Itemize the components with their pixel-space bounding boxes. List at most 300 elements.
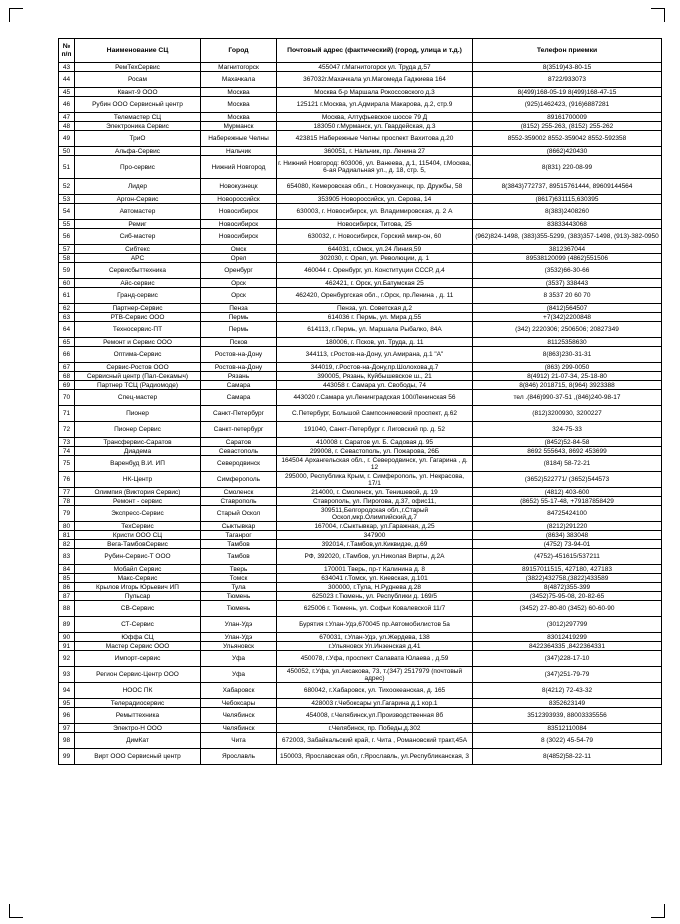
service-center-name: Диадема <box>75 447 201 456</box>
row-number: 47 <box>59 113 75 122</box>
service-center-name: Оптима-Сервис <box>75 347 201 363</box>
postal-address: 299008, г. Севастополь, ул. Пожарова, 26Б <box>277 447 473 456</box>
city: Тула <box>201 583 277 592</box>
header-city: Город <box>201 39 277 63</box>
postal-address: 443020 г.Самара ул.Ленинградская 100/Ленинская 56 <box>277 390 473 406</box>
postal-address: 462420, Оренбургская обл., г.Орск, пр.Ленина , д. 11 <box>277 288 473 304</box>
row-number: 64 <box>59 322 75 338</box>
postal-address: РФ, 392020, г.Тамбов, ул.Николая Вирты, д.2А <box>277 549 473 565</box>
table-row <box>59 63 662 72</box>
city: Самара <box>201 381 277 390</box>
postal-address: 300000, г.Тула, Н.Руднева д.28 <box>277 583 473 592</box>
city: Ставрополь <box>201 497 277 506</box>
service-center-name: Мастер Сервис ООО <box>75 642 201 651</box>
service-center-name: Росам <box>75 72 201 88</box>
service-center-name: Про-сервис <box>75 156 201 179</box>
postal-address: Ставрополь, ул. Пирогова, д.37, офис11, <box>277 497 473 506</box>
reception-phone: (3452) 27-80-80 (3452) 60-60-90 <box>473 601 662 617</box>
reception-phone: 8 (3022) 45-54-79 <box>473 733 662 749</box>
service-center-name: Олимпия (Виктория Сервис) <box>75 488 201 497</box>
city: Тверь <box>201 565 277 574</box>
crop-mark-top-left-h <box>9 8 23 9</box>
service-center-name: Телемастер СЦ <box>75 113 201 122</box>
postal-address: 150003, Ярославская обл, г.Ярославль, ул.Республиканская, 3 <box>277 749 473 765</box>
table-row <box>59 506 662 522</box>
reception-phone: 89538120099 (4862)551506 <box>473 254 662 263</box>
postal-address: 460044 г. Оренбург, ул. Конституции СССР, д.4 <box>277 263 473 279</box>
city: Самара <box>201 390 277 406</box>
service-center-name: Регион Сервис-Центр ООО <box>75 667 201 683</box>
reception-phone: (4752) 73-94-01 <box>473 540 662 549</box>
postal-address: 443058 г. Самара ул. Свободы, 74 <box>277 381 473 390</box>
table-row <box>59 699 662 708</box>
crop-mark-top-right-h <box>651 8 665 9</box>
row-number: 67 <box>59 363 75 372</box>
postal-address: 423815 Набережные Челны проспект Вахитова д.20 <box>277 131 473 147</box>
city: Пермь <box>201 322 277 338</box>
city: Томск <box>201 574 277 583</box>
reception-phone: (925)1462423, (916)6887281 <box>473 97 662 113</box>
service-center-name: РемТехСервис <box>75 63 201 72</box>
service-center-name: Сибтекс <box>75 245 201 254</box>
reception-phone: 83512110084 <box>473 724 662 733</box>
table-row <box>59 601 662 617</box>
table-row <box>59 220 662 229</box>
row-number: 74 <box>59 447 75 456</box>
service-center-name: ДимКат <box>75 733 201 749</box>
service-center-name: Электро-Н ООО <box>75 724 201 733</box>
row-number: 78 <box>59 497 75 506</box>
postal-address: 344019, г.Ростов-на-Дону,пр.Шолохова,д.7 <box>277 363 473 372</box>
postal-address: 630032, г. Новосибирск, Горский микр-он, 60 <box>277 229 473 245</box>
reception-phone: 8(846) 2018715, 8(964) 3923388 <box>473 381 662 390</box>
table-row <box>59 592 662 601</box>
reception-phone: 84725424100 <box>473 506 662 522</box>
postal-address: 170001 Тверь, пр-т Калинина д. 8 <box>277 565 473 574</box>
table-row <box>59 683 662 699</box>
row-number: 69 <box>59 381 75 390</box>
city: Таганрог <box>201 531 277 540</box>
reception-phone: (3822)432758,(3822)433589 <box>473 574 662 583</box>
row-number: 88 <box>59 601 75 617</box>
city: Махачкала <box>201 72 277 88</box>
reception-phone: (8617)631115,630395 <box>473 195 662 204</box>
city: Москва <box>201 113 277 122</box>
row-number: 86 <box>59 583 75 592</box>
city: Ярославль <box>201 749 277 765</box>
table-row <box>59 574 662 583</box>
reception-phone: 89161700009 <box>473 113 662 122</box>
table-row <box>59 583 662 592</box>
postal-address: 353905 Новороссийск, ул. Серова, 14 <box>277 195 473 204</box>
service-center-name: Партнер ТСЦ (Радиомоде) <box>75 381 201 390</box>
reception-phone: 8(4212) 72-43-32 <box>473 683 662 699</box>
row-number: 73 <box>59 438 75 447</box>
service-center-name: Пионер <box>75 406 201 422</box>
service-center-name: Кристи ООО СЦ <box>75 531 201 540</box>
table-row <box>59 147 662 156</box>
reception-phone: (3537) 338443 <box>473 279 662 288</box>
service-center-name: Аргон-Сервис <box>75 195 201 204</box>
service-center-name: Макс-Сервис <box>75 574 201 583</box>
table-row <box>59 651 662 667</box>
city: Уфа <box>201 667 277 683</box>
table-row <box>59 708 662 724</box>
row-number: 79 <box>59 506 75 522</box>
table-row <box>59 406 662 422</box>
service-center-name: Квант-9 ООО <box>75 88 201 97</box>
postal-address: 344113, г.Ростов-на-Дону, ул.Амирана, д.1 "А" <box>277 347 473 363</box>
reception-phone: (3532)66-30-66 <box>473 263 662 279</box>
service-center-name: Импорт-сервис <box>75 651 201 667</box>
postal-address: 670031, г.Улан-Удэ, ул.Жердева, 138 <box>277 633 473 642</box>
service-center-name: Вирт ООО Сервисный центр <box>75 749 201 765</box>
service-center-name: Рубин-Сервис-Т ООО <box>75 549 201 565</box>
city: Нижний Новгород <box>201 156 277 179</box>
table-row <box>59 72 662 88</box>
city: Чита <box>201 733 277 749</box>
table-row <box>59 667 662 683</box>
service-center-name: Трансфервис-Саратов <box>75 438 201 447</box>
postal-address: 347900 <box>277 531 473 540</box>
row-number: 59 <box>59 263 75 279</box>
reception-phone: 3512393939, 88003335556 <box>473 708 662 724</box>
city: Орел <box>201 254 277 263</box>
city: Старый Оскол <box>201 506 277 522</box>
city: Ростов-на-Дону <box>201 347 277 363</box>
reception-phone: 324-75-33 <box>473 422 662 438</box>
reception-phone: (3452)75-95-08, 20-82-65 <box>473 592 662 601</box>
table-row <box>59 97 662 113</box>
table-row <box>59 472 662 488</box>
city: Рязань <box>201 372 277 381</box>
postal-address: 455047 г.Магнитогорск ул. Труда д.57 <box>277 63 473 72</box>
table-row <box>59 540 662 549</box>
service-center-name: Пионер Сервис <box>75 422 201 438</box>
city: Челябинск <box>201 724 277 733</box>
reception-phone: тел .(846)990-37-51 ,(846)240-98-17 <box>473 390 662 406</box>
service-center-name: Лидер <box>75 179 201 195</box>
row-number: 85 <box>59 574 75 583</box>
postal-address: С.Петербург, Большой Сампсониевский проспект, д.62 <box>277 406 473 422</box>
reception-phone: (347)251-79-79 <box>473 667 662 683</box>
service-center-name: Ремонт - сервис <box>75 497 201 506</box>
row-number: 97 <box>59 724 75 733</box>
row-number: 46 <box>59 97 75 113</box>
city: Ростов-на-Дону <box>201 363 277 372</box>
reception-phone: 8722/933073 <box>473 72 662 88</box>
row-number: 53 <box>59 195 75 204</box>
postal-address: 191040, Санкт-Петербург г. Лиговский пр. д. 52 <box>277 422 473 438</box>
table-row <box>59 549 662 565</box>
table-row <box>59 195 662 204</box>
postal-address: 450052, г.Уфа, ул.Аксакова, 73, т.(347) 2517979 (почтовый адрес) <box>277 667 473 683</box>
service-center-name: Автомастер <box>75 204 201 220</box>
table-row <box>59 179 662 195</box>
reception-phone: 83833443068 <box>473 220 662 229</box>
table-row <box>59 204 662 220</box>
reception-phone: 8352623149 <box>473 699 662 708</box>
city: Саратов <box>201 438 277 447</box>
postal-address: г. Нижний Новгород: 603006, ул. Ванеева, д.1, 115404, г.Москва, 6-ая Радиальная ул., д. 18, стр. 5, <box>277 156 473 179</box>
row-number: 44 <box>59 72 75 88</box>
row-number: 43 <box>59 63 75 72</box>
table-row <box>59 522 662 531</box>
table-row <box>59 338 662 347</box>
service-center-name: Альфа-Сервис <box>75 147 201 156</box>
city: Симферополь <box>201 472 277 488</box>
city: Санкт-петербург <box>201 422 277 438</box>
city: Новосибирск <box>201 204 277 220</box>
postal-address: Бурятия г.Улан-Удэ,670045 пр.Автомобилистов 5а <box>277 617 473 633</box>
service-center-name: Электроника Сервис <box>75 122 201 131</box>
row-number: 66 <box>59 347 75 363</box>
service-center-name: Ремонт и Сервис ООО <box>75 338 201 347</box>
table-row <box>59 322 662 338</box>
service-center-name: АРС <box>75 254 201 263</box>
row-number: 60 <box>59 279 75 288</box>
row-number: 80 <box>59 522 75 531</box>
row-number: 61 <box>59 288 75 304</box>
reception-phone: (8652) 55-17-48, +79187858429 <box>473 497 662 506</box>
row-number: 96 <box>59 708 75 724</box>
table-row <box>59 733 662 749</box>
table-row <box>59 456 662 472</box>
postal-address: Пенза, ул. Советская д.2 <box>277 304 473 313</box>
postal-address: г.Ульяновск Ул.Инзенская д.41 <box>277 642 473 651</box>
crop-mark-top-left-v <box>9 8 10 22</box>
reception-phone: 8(4852)58-22-11 <box>473 749 662 765</box>
reception-phone: (863) 299-0050 <box>473 363 662 372</box>
crop-mark-bottom-right-v <box>664 904 665 918</box>
reception-phone: 8692 555643, 8692 453699 <box>473 447 662 456</box>
header-postal-address: Почтовый адрес (фактический) (город, улица и т.д.) <box>277 39 473 63</box>
table-row <box>59 390 662 406</box>
city: Пермь <box>201 313 277 322</box>
postal-address: 360051, г. Нальчик, пр. Ленина 27 <box>277 147 473 156</box>
header-number: № п/п <box>59 39 75 63</box>
table-body <box>59 63 662 765</box>
reception-phone: 3812367044 <box>473 245 662 254</box>
crop-mark-bottom-left-h <box>9 917 23 918</box>
postal-address: Новосибирск, Титова, 25 <box>277 220 473 229</box>
row-number: 58 <box>59 254 75 263</box>
row-number: 81 <box>59 531 75 540</box>
row-number: 65 <box>59 338 75 347</box>
reception-phone: (4812) 403-600 <box>473 488 662 497</box>
table-row <box>59 288 662 304</box>
reception-phone: (8412)564507 <box>473 304 662 313</box>
city: Уфа <box>201 651 277 667</box>
row-number: 93 <box>59 667 75 683</box>
row-number: 92 <box>59 651 75 667</box>
reception-phone: 8(499)168-05-19 8(499)168-47-15 <box>473 88 662 97</box>
service-center-name: Варенбуд В.И. ИП <box>75 456 201 472</box>
postal-address: 167004, г.Сыктывкар, ул.Гаражная, д.25 <box>277 522 473 531</box>
reception-phone: 8(3519)43-80-15 <box>473 63 662 72</box>
service-center-name: Юффа СЦ <box>75 633 201 642</box>
service-center-name: Партнер-Сервис <box>75 304 201 313</box>
table-row <box>59 438 662 447</box>
reception-phone: (3012)297799 <box>473 617 662 633</box>
service-center-name: Крылов Игорь Юрьевич ИП <box>75 583 201 592</box>
table-row <box>59 724 662 733</box>
table-row <box>59 531 662 540</box>
postal-address: 644031, г.Омск, ул.24 Линия,59 <box>277 245 473 254</box>
service-center-name: Экспресс-Сервис <box>75 506 201 522</box>
table-row <box>59 497 662 506</box>
table-header-row <box>59 39 662 63</box>
reception-phone: (342) 2220306; 2506506; 20827349 <box>473 322 662 338</box>
row-number: 89 <box>59 617 75 633</box>
service-center-name: Ремыттехника <box>75 708 201 724</box>
postal-address: 164504 Архангельская обл., г. Северодвинск, ул. Гагарина , д. 12 <box>277 456 473 472</box>
city: Орск <box>201 279 277 288</box>
crop-mark-bottom-right-h <box>651 917 665 918</box>
table-row <box>59 363 662 372</box>
service-center-name: Техносервис-ПТ <box>75 322 201 338</box>
postal-address: 125121 г.Москва, ул.Адмирала Макарова, д.2, стр.9 <box>277 97 473 113</box>
row-number: 98 <box>59 733 75 749</box>
table-row <box>59 122 662 131</box>
row-number: 52 <box>59 179 75 195</box>
city: Тюмень <box>201 592 277 601</box>
row-number: 49 <box>59 131 75 147</box>
row-number: 48 <box>59 122 75 131</box>
city: Набережные Челны <box>201 131 277 147</box>
reception-phone: 83012419299 <box>473 633 662 642</box>
reception-phone: (812)3200930, 3200227 <box>473 406 662 422</box>
city: Тюмень <box>201 601 277 617</box>
postal-address: г.Челябинск, пр. Победы,д.302 <box>277 724 473 733</box>
postal-address: 295000, Республика Крым, г. Симферополь, ул. Некрасова, 17/1 <box>277 472 473 488</box>
table-row <box>59 347 662 363</box>
row-number: 55 <box>59 220 75 229</box>
city: Новосибирск <box>201 220 277 229</box>
service-center-name: НООС ПК <box>75 683 201 699</box>
city: Улан-Удэ <box>201 633 277 642</box>
row-number: 75 <box>59 456 75 472</box>
city: Санкт-Петербург <box>201 406 277 422</box>
table-row <box>59 372 662 381</box>
city: Новороссийск <box>201 195 277 204</box>
row-number: 76 <box>59 472 75 488</box>
header-reception-phone: Телефон приемки <box>473 39 662 63</box>
service-center-name: Сервисный центр (Пал-Секамыч) <box>75 372 201 381</box>
city: Новокузнецк <box>201 179 277 195</box>
service-center-name: Рубин ООО Сервисный центр <box>75 97 201 113</box>
table-row <box>59 749 662 765</box>
table-row <box>59 113 662 122</box>
row-number: 83 <box>59 549 75 565</box>
city: Смоленск <box>201 488 277 497</box>
postal-address: 625006 г. Тюмень, ул. Софьи Ковалевской 11/7 <box>277 601 473 617</box>
reception-phone: 8422364335 ,8422364331 <box>473 642 662 651</box>
table-row <box>59 88 662 97</box>
row-number: 87 <box>59 592 75 601</box>
city: Ульяновск <box>201 642 277 651</box>
service-center-name: СТ-Сервис <box>75 617 201 633</box>
row-number: 68 <box>59 372 75 381</box>
service-center-name: Пульсар <box>75 592 201 601</box>
header-service-center-name: Наименование СЦ <box>75 39 201 63</box>
city: Москва <box>201 88 277 97</box>
reception-phone: (3652)522771/ (3652)544573 <box>473 472 662 488</box>
table-row <box>59 156 662 179</box>
postal-address: 625023 г.Тюмень, ул. Республики д. 169/5 <box>277 592 473 601</box>
city: Магнитогорск <box>201 63 277 72</box>
postal-address: 309511,Белгородская обл.,г.Старый Оскол,мкр.Олимпийский,д.7 <box>277 506 473 522</box>
row-number: 71 <box>59 406 75 422</box>
city: Тамбов <box>201 540 277 549</box>
table-row <box>59 447 662 456</box>
postal-address: 183050 г.Мурманск, ул. Гвардейская, д.3 <box>277 122 473 131</box>
reception-phone: (962)824-1498, (383)355-5299, (383)357-1498, (913)-382-0950 <box>473 229 662 245</box>
crop-mark-top-right-v <box>664 8 665 22</box>
table-row <box>59 263 662 279</box>
reception-phone: 8552-359002 8552-359042 8552-592358 <box>473 131 662 147</box>
postal-address: 454008, г.Челябинск,ул.Производственная 8б <box>277 708 473 724</box>
table-row <box>59 131 662 147</box>
row-number: 91 <box>59 642 75 651</box>
row-number: 45 <box>59 88 75 97</box>
city: Омск <box>201 245 277 254</box>
reception-phone: (8452)52-84-58 <box>473 438 662 447</box>
row-number: 54 <box>59 204 75 220</box>
table-row <box>59 642 662 651</box>
reception-phone: 8(383)2408260 <box>473 204 662 220</box>
postal-address: Москва б-р Маршала Рокоссовского д.3 <box>277 88 473 97</box>
row-number: 50 <box>59 147 75 156</box>
city: Москва <box>201 97 277 113</box>
service-center-name: Мобайл Сервис <box>75 565 201 574</box>
postal-address: 428003 г.Чебоксары ул.Гагарина д.1 кор.1 <box>277 699 473 708</box>
reception-phone: 8(3843)772737, 89515761444, 89609144564 <box>473 179 662 195</box>
row-number: 51 <box>59 156 75 179</box>
service-centers-table <box>58 38 662 765</box>
reception-phone: 8(4912) 21-07-34, 25-18-80 <box>473 372 662 381</box>
row-number: 99 <box>59 749 75 765</box>
postal-address: 462421, г. Орск, ул.Батумская 25 <box>277 279 473 288</box>
city: Псков <box>201 338 277 347</box>
city: Тамбов <box>201 549 277 565</box>
postal-address: 302030, г. Орел, ул. Революции, д. 1 <box>277 254 473 263</box>
table-row <box>59 617 662 633</box>
service-center-name: Айс-сервис <box>75 279 201 288</box>
city: Пенза <box>201 304 277 313</box>
reception-phone: (8152) 255-263, (8152) 255-262 <box>473 122 662 131</box>
city: Чебоксары <box>201 699 277 708</box>
postal-address: 654080, Кемеровская обл., г. Новокузнецк, пр. Дружбы, 58 <box>277 179 473 195</box>
reception-phone: 8(863)230-31-31 <box>473 347 662 363</box>
postal-address: 614113, г.Пермь, ул. Маршала Рыбалко, 84А <box>277 322 473 338</box>
service-center-name: НК-Центр <box>75 472 201 488</box>
postal-address: 614036 г. Пермь, ул. Мира д.55 <box>277 313 473 322</box>
row-number: 72 <box>59 422 75 438</box>
table-row <box>59 254 662 263</box>
reception-phone: (4752)-451615/537211 <box>473 549 662 565</box>
postal-address: 672003, Забайкальский край, г. Чита , Романовский тракт,45А <box>277 733 473 749</box>
reception-phone: +7(342)2200848 <box>473 313 662 322</box>
city: Сыктывкар <box>201 522 277 531</box>
table-row <box>59 565 662 574</box>
table-row <box>59 279 662 288</box>
service-center-name: Гранд-сервис <box>75 288 201 304</box>
reception-phone: 89157011515, 427180, 427183 <box>473 565 662 574</box>
service-center-name: Сервис-Ростов ООО <box>75 363 201 372</box>
service-center-name: Сервисбыттехника <box>75 263 201 279</box>
table-row <box>59 488 662 497</box>
